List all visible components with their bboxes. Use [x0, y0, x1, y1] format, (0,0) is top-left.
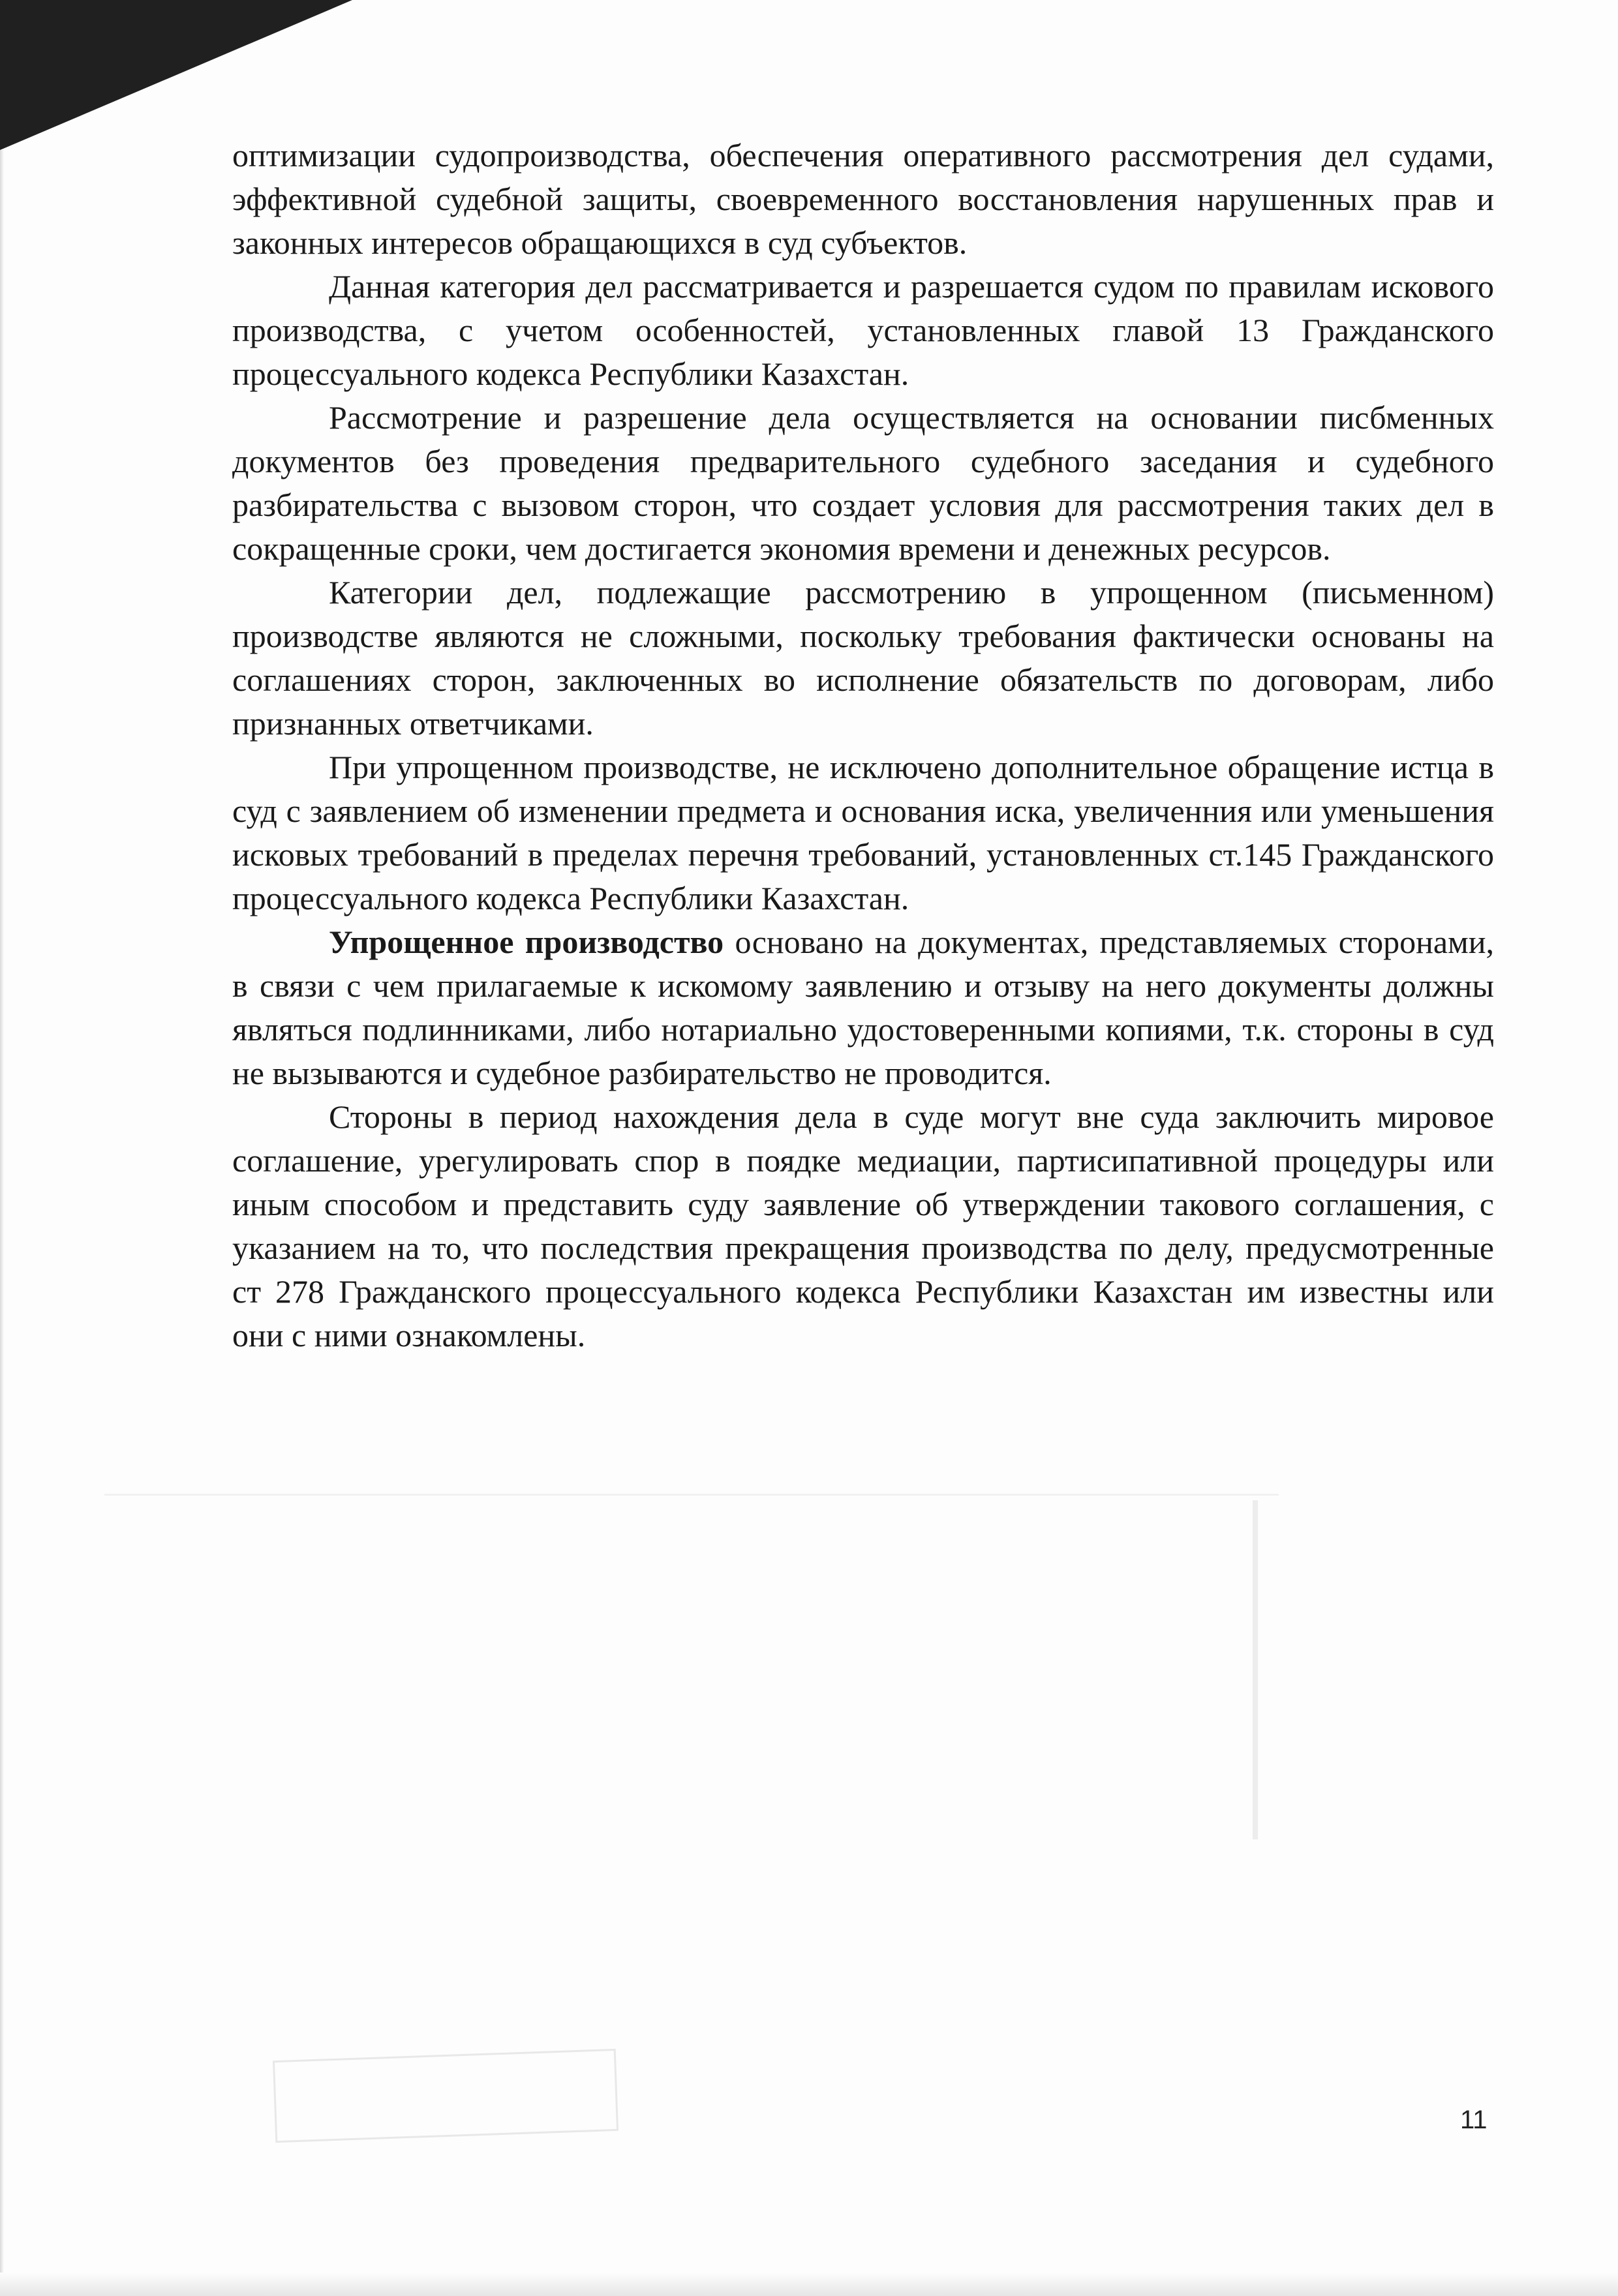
paragraph-4-text: Категории дел, подлежащие рассмотрению в упрощенном (письменном) производстве являются не сложными, поскольку требования фактически основаны на соглашениях сторон, заключенных во исполнение обязательств по договорам, либо признанных ответчиками.	[232, 574, 1494, 742]
scan-edge-left	[0, 150, 4, 2296]
paragraph-1-text: оптимизации судопроизводства, обеспечения оперативного рассмотрения дел судами, эффективной судебной защиты, своевременного восстановления нарушенных прав и законных интересов обращающихся в суд субъектов.	[232, 137, 1494, 261]
bleed-through-rule	[104, 1494, 1279, 1496]
scan-edge-bottom	[0, 2273, 1618, 2296]
paragraph-5-text: При упрощенном производстве, не исключено дополнительное обращение истца в суд с заявлением об изменении предмета и основания иска, увеличенния или уменьшения исковых требований в пределах перечня требований, установленных ст.145 Гражданского процессуального кодекса Республики Казахстан.	[232, 749, 1494, 916]
paragraph-2-text: Данная категория дел рассматривается и разрешается судом по правилам искового производства, с учетом особенностей, установленных главой 13 Гражданского процессуального кодекса Республики Казахстан.	[232, 268, 1494, 392]
paragraph-2	[232, 265, 1494, 396]
paragraph-6-text: основано на документах, представляемых сторонами, в связи с чем прилагаемые к искомому заявлению и отзыву на него документы должны являться подлинниками, либо нотариально удостоверенными копиями, т.к. стороны в суд не вызываются и судебное разбирательство не проводится.	[232, 924, 1494, 1091]
paragraph-6-bold-term: Упрощенное производство	[329, 924, 724, 960]
paragraph-7-text: Стороны в период нахождения дела в суде могут вне суда заключить мировое соглашение, урегулировать спор в поядке медиации, партисипативной процедуры или иным способом и представить суду заявление об утверждении такового соглашения, с указанием на то, что последствия прекращения производства по делу, предусмотренные ст 278 Гражданского процессуального кодекса Республики Казахстан им известны или они с ними ознакомлены.	[232, 1098, 1494, 1353]
paragraph-1	[232, 134, 1494, 265]
bleed-through-line	[1253, 1500, 1258, 1839]
paragraph-5	[232, 746, 1494, 920]
page-number: 11	[1460, 2106, 1488, 2134]
document-body	[232, 134, 1494, 1357]
paragraph-7	[232, 1095, 1494, 1357]
scan-shadow-corner	[0, 0, 352, 150]
paragraph-4	[232, 571, 1494, 746]
paragraph-6	[232, 920, 1494, 1095]
paragraph-3	[232, 396, 1494, 571]
bleed-through-stamp	[273, 2049, 618, 2143]
paragraph-3-text: Рассмотрение и разрешение дела осуществляется на основании писбменных документов без проведения предварительного судебного заседания и судебного разбирательства с вызовом сторон, что создает условия для рассмотрения таких дел в сокращенные сроки, чем достигается экономия времени и денежных ресурсов.	[232, 399, 1494, 567]
